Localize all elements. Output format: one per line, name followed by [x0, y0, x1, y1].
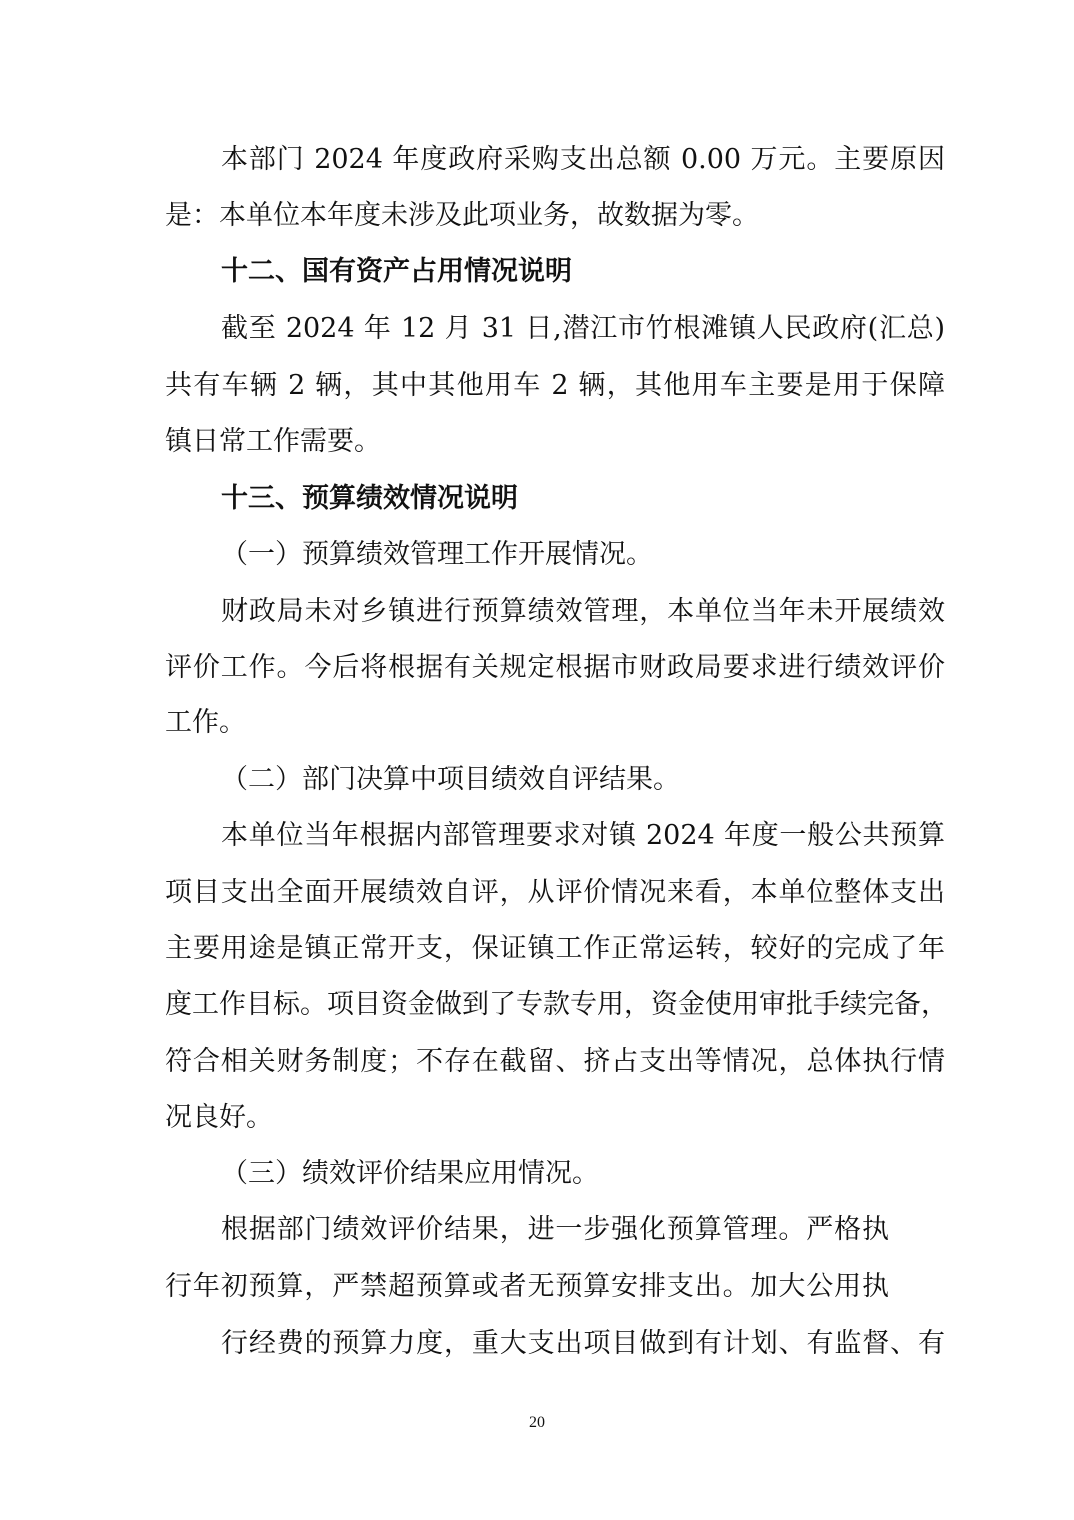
paragraph-line: 镇日常工作需要。 [165, 426, 381, 457]
paragraph-line: 共有车辆 2 辆，其中其他用车 2 辆，其他用车主要是用于保障 [165, 370, 945, 401]
subsection-heading: （一）预算绩效管理工作开展情况。 [221, 539, 653, 570]
paragraph-line: 况良好。 [165, 1102, 273, 1133]
paragraph-line: 行经费的预算力度，重大支出项目做到有计划、有监督、有 [221, 1328, 945, 1359]
paragraph-line: 项目支出全面开展绩效自评，从评价情况来看，本单位整体支出 [165, 877, 945, 908]
subsection-heading: （三）绩效评价结果应用情况。 [221, 1158, 599, 1189]
section-heading: 十三、预算绩效情况说明 [221, 483, 518, 514]
page-number: 20 [529, 1414, 545, 1431]
paragraph-line: 财政局未对乡镇进行预算绩效管理，本单位当年未开展绩效 [221, 596, 945, 627]
paragraph-line: 截至 2024 年 12 月 31 日,潜江市竹根滩镇人民政府(汇总) [221, 313, 945, 344]
paragraph-line: 是：本单位本年度未涉及此项业务，故数据为零。 [165, 200, 759, 231]
paragraph-line: 行年初预算，严禁超预算或者无预算安排支出。加大公用执 [165, 1271, 889, 1302]
paragraph-line: 评价工作。今后将根据有关规定根据市财政局要求进行绩效评价 [165, 652, 945, 683]
paragraph-line: 主要用途是镇正常开支，保证镇工作正常运转，较好的完成了年 [165, 933, 945, 964]
paragraph-line: 本部门 2024 年度政府采购支出总额 0.00 万元。主要原因 [221, 144, 945, 175]
subsection-heading: （二）部门决算中项目绩效自评结果。 [221, 764, 680, 795]
paragraph-line: 工作。 [165, 707, 246, 738]
paragraph-line: 根据部门绩效评价结果，进一步强化预算管理。严格执 [221, 1214, 889, 1245]
paragraph-line: 符合相关财务制度；不存在截留、挤占支出等情况，总体执行情 [165, 1046, 945, 1077]
section-heading: 十二、国有资产占用情况说明 [221, 256, 572, 287]
paragraph-line: 度工作目标。项目资金做到了专款专用，资金使用审批手续完备， [165, 989, 948, 1020]
paragraph-line: 本单位当年根据内部管理要求对镇 2024 年度一般公共预算 [221, 820, 945, 851]
